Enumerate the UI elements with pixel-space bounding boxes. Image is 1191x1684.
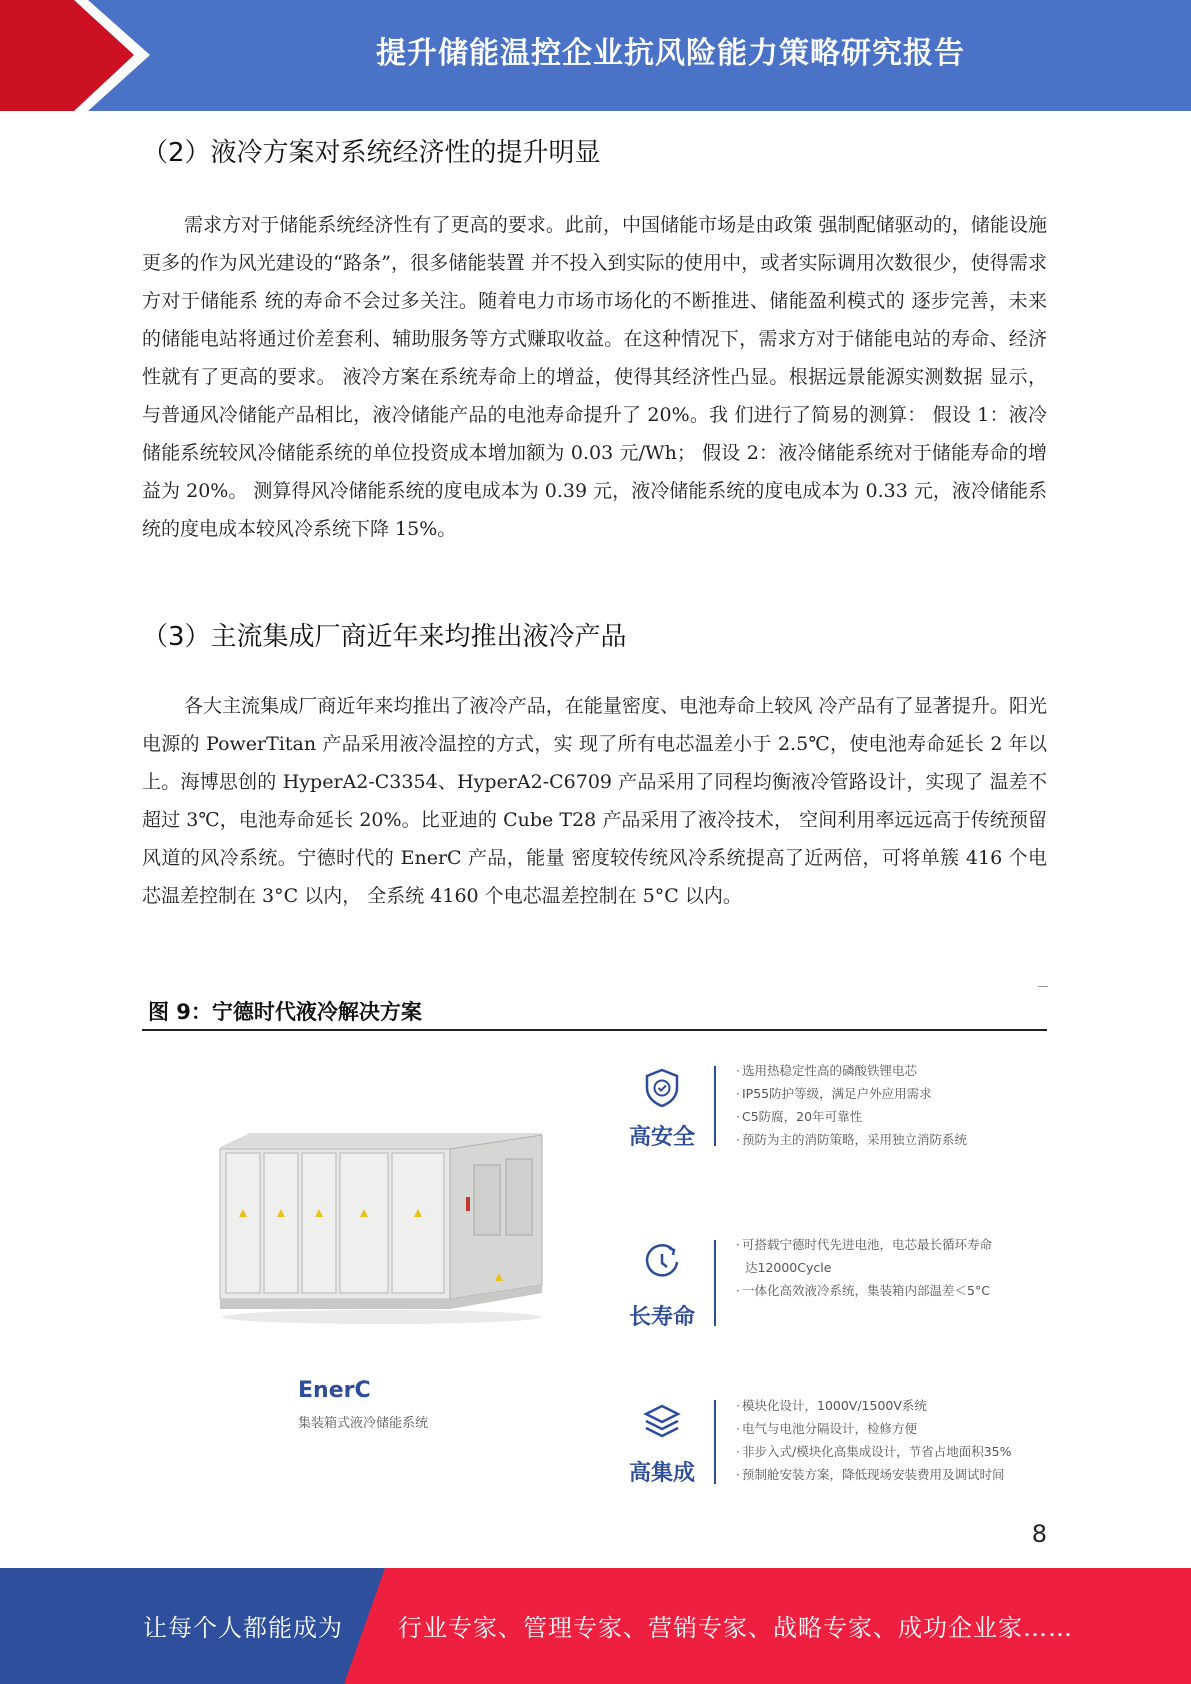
feature-block-integration bbox=[620, 1400, 1050, 1484]
body-paragraph: 各大主流集成厂商近年来均推出了液冷产品，在能量密度、电池寿命上较风 冷产品有了显著提升。阳光电源的 PowerTitan 产品采用液冷温控的方式，实 现了所有电芯温差小于 2.5℃，使电池寿命延长 2 年以上。海博思创的 HyperA2-C3354、HyperA2-C6709 产品采用了同程均衡液冷管路设计，实现了 温差不超过 3℃，电池寿命延长 20%。比亚迪的 Cube T28 产品采用了液冷技术， 空间利用率远远高于传统预留风道的风冷系统。宁德时代的 EnerC 产品，能量 密度较传统风冷系统提高了近两倍，可将单簇 416 个电芯温差控制在 3°C 以内， 全系统 4160 个电芯温差控制在 5°C 以内。 bbox=[142, 695, 1047, 907]
list-item: · 可搭载宁德时代先进电池，电芯最长循环寿命 bbox=[736, 1233, 992, 1256]
list-item: · 模块化设计，1000V/1500V系统 bbox=[736, 1394, 1011, 1417]
feature-list bbox=[736, 1059, 967, 1151]
clock-icon bbox=[640, 1240, 684, 1284]
feature-list bbox=[736, 1233, 992, 1302]
divider bbox=[1038, 986, 1048, 987]
list-item: · 非步入式/模块化高集成设计，节省占地面积35% bbox=[736, 1440, 1011, 1463]
divider bbox=[714, 1240, 716, 1326]
layers-icon bbox=[640, 1400, 684, 1444]
footer-slogan-right: 行业专家、管理专家、营销专家、战略专家、成功企业家…… bbox=[398, 1614, 1073, 1642]
figure-caption: 图 9：宁德时代液冷解决方案 bbox=[148, 1000, 422, 1024]
divider bbox=[714, 1066, 716, 1146]
page-number: 8 bbox=[1031, 1520, 1047, 1548]
section-heading: （3）主流集成厂商近年来均推出液冷产品 bbox=[142, 622, 627, 652]
feature-block-safety bbox=[620, 1063, 1050, 1150]
body-paragraph: 需求方对于储能系统经济性有了更高的要求。此前，中国储能市场是由政策 强制配储驱动的，储能设施更多的作为风光建设的“路条”，很多储能装置 并不投入到实际的使用中，或者实际调用次数很少，使得需求方对于储能系 统的寿命不会过多关注。随着电力市场市场化的不断推进、储能盈利模式的 逐步完善，未来的储能电站将通过价差套利、辅助服务等方式赚取收益。在这种情况下，需求方对于储能电站的寿命、经济性就有了更高的要求。 液冷方案在系统寿命上的增益，使得其经济性凸显。根据远景能源实测数据 显示，与普通风冷储能产品相比，液冷储能产品的电池寿命提升了 20%。我 们进行了简易的测算： 假设 1：液冷储能系统较风冷储能系统的单位投资成本增加额为 0.03 元/Wh； 假设 2：液冷储能系统对于储能寿命的增益为 20%。 测算得风冷储能系统的度电成本为 0.39 元，液冷储能系统的度电成本为 0.33 元，液冷储能系统的度电成本较风冷系统下降 15%。 bbox=[142, 214, 1047, 540]
page-header bbox=[0, 0, 1191, 111]
list-item: 达12000Cycle bbox=[745, 1260, 832, 1275]
list-item: · 选用热稳定性高的磷酸铁锂电芯 bbox=[736, 1059, 967, 1082]
container-product-image bbox=[212, 1125, 547, 1330]
feature-title: 高集成 bbox=[628, 1461, 695, 1486]
section-heading: （2）液冷方案对系统经济性的提升明显 bbox=[142, 138, 601, 168]
feature-title: 长寿命 bbox=[628, 1305, 695, 1330]
divider bbox=[142, 1029, 1047, 1031]
product-subtitle: 集装箱式液冷储能系统 bbox=[298, 1416, 429, 1431]
page-footer bbox=[0, 1568, 1191, 1684]
list-item: · C5防腐，20年可靠性 bbox=[736, 1105, 967, 1128]
report-title: 提升储能温控企业抗风险能力策略研究报告 bbox=[376, 36, 965, 71]
list-item: · 电气与电池分隔设计，检修方便 bbox=[736, 1417, 1011, 1440]
feature-title: 高安全 bbox=[628, 1125, 695, 1150]
list-item: · 预防为主的消防策略，采用独立消防系统 bbox=[736, 1128, 967, 1151]
product-name: EnerC bbox=[298, 1378, 371, 1403]
list-item: · IP55防护等级，满足户外应用需求 bbox=[736, 1082, 967, 1105]
shield-check-icon bbox=[640, 1066, 684, 1110]
list-item: · 预制舱安装方案，降低现场安装费用及调试时间 bbox=[736, 1463, 1011, 1486]
footer-slogan-left: 让每个人都能成为 bbox=[143, 1614, 343, 1642]
feature-block-lifespan bbox=[620, 1237, 1050, 1330]
list-item: · 一体化高效液冷系统，集装箱内部温差＜5°C bbox=[736, 1279, 992, 1302]
feature-list bbox=[736, 1394, 1011, 1486]
header-chevron-decoration bbox=[0, 0, 150, 111]
divider bbox=[714, 1400, 716, 1484]
